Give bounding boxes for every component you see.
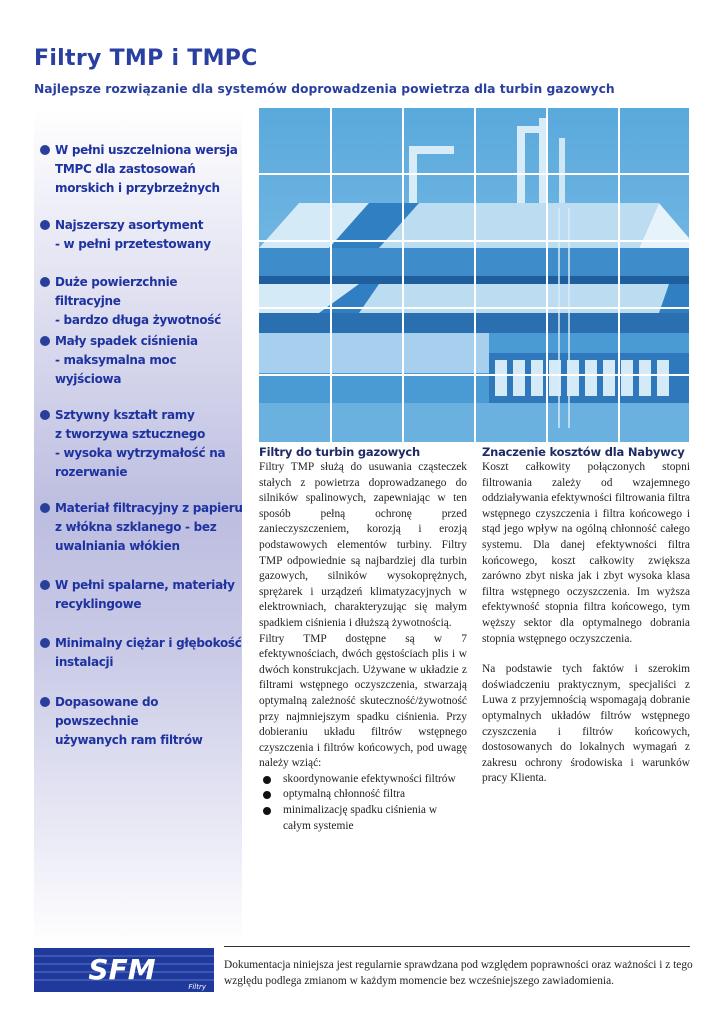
section-paragraph: Koszt całkowity połączonych stopni filtrowania zależy od wzajemnego oddziaływania efektywności filtrowania filtra wstępnego czyszczenia i filtra końcowego i stąd jego wpływ na ogólną chłonność całego systemu. Dla danej efektywności filtra końcowego, koszt całkowity zwiększa zarówno zbyt niska jak i zbyt wysoka klasa filtra wstępnego oczyszczenia. Im wyższa efektywność stopnia filtra końcowego, tym węższy sektor dla optymalnego dobrania stopnia wstępnego oczyszczenia. — [482, 461, 690, 645]
feature-text: Mały spadek ciśnienia - maksymalna moc wyjściowa — [55, 334, 198, 386]
bullet-icon — [40, 503, 50, 513]
bullet-icon — [40, 638, 50, 648]
feature-text: Dopasowane do powszechnie używanych ram filtrów — [55, 695, 203, 747]
feature-text: Minimalny ciężar i głębokość instalacji — [55, 636, 242, 669]
section-paragraph: Filtry TMP służą do usuwania cząsteczek stałych z powietrza doprowadzanego do silników spalinowych, zapewniając w ten sposób pełną ochronę przed zanieczyszczeniem, korozją i erozją podstawowych elementów turbiny. Filtry TMP odpowiednie są najbardziej dla turbin gazowych, silników wysokoprężnych, sprężarek i urządzeń klimatyzacyjnych w elektrowniach, charakteryzując się małym spadkiem ciśnienia i dłuższą żywotnością. — [259, 461, 467, 629]
column-costs — [482, 445, 690, 787]
logo-text: SFM — [88, 953, 156, 986]
bullet-icon — [40, 580, 50, 590]
bullet-icon — [40, 220, 50, 230]
page-title: Filtry TMP i TMPC — [34, 46, 258, 71]
list-item: skoordynowanie efektywności filtrów — [259, 772, 467, 788]
logo-subtext: Filtry — [188, 983, 206, 991]
section-paragraph: Filtry TMP dostępne są w 7 efektywnościach, dwóch gęstościach plis i w dwóch konstrukcjach. Używane w układzie z filtrami wstępnego oczyszczenia, stwarzają optymalną zależność skuteczność/żywotność przy najmniejszym spadku ciśnienia. Przy dobieraniu układu filtrów wstępnego czyszczenia i filtrów końcowych, pod uwagę należy wziąć: — [259, 632, 467, 770]
feature-item — [34, 332, 244, 389]
bullet-icon — [263, 776, 271, 784]
bullet-icon — [263, 807, 271, 815]
feature-item — [34, 499, 244, 556]
footer-disclaimer: Dokumentacja niniejsza jest regularnie sprawdzana pod względem poprawności oraz ważności i z tego względu podlega zmianom w każdym momencie bez wcześniejszego zawiadomienia. — [224, 959, 693, 987]
feature-item — [34, 273, 244, 330]
feature-item — [34, 634, 244, 672]
bullet-icon — [40, 336, 50, 346]
feature-text: Najszerszy asortyment - w pełni przetestowany — [55, 218, 211, 251]
section-paragraph: Na podstawie tych faktów i szerokim doświadczeniu praktycznym, specjaliści z Luwa z przyjemnością wspomagają dobranie optymalnych układów filtrów wstępnego czyszczenia i filtrów końcowych, dostosowanych do lokalnych wymagań z zakresu ochrony środowiska i warunków pracy Klienta. — [482, 663, 690, 785]
footer-divider — [224, 946, 690, 947]
feature-item — [34, 693, 244, 750]
feature-text: Sztywny kształt ramy z tworzywa sztucznego - wysoka wytrzymałość na rozerwanie — [55, 408, 226, 479]
bullet-icon — [40, 697, 50, 707]
section-heading: Znaczenie kosztów dla Nabywcy — [482, 445, 685, 459]
section-heading: Filtry do turbin gazowych — [259, 445, 420, 459]
feature-text: W pełni spalarne, materiały recyklingowe — [55, 578, 235, 611]
bullet-icon — [40, 277, 50, 287]
sfm-logo — [34, 948, 214, 992]
feature-item — [34, 576, 244, 614]
feature-text: Duże powierzchnie filtracyjne - bardzo długa żywotność — [55, 275, 221, 327]
feature-item — [34, 406, 244, 482]
feature-item — [34, 216, 244, 254]
feature-text: W pełni uszczelniona wersja TMPC dla zastosowań morskich i przybrzeżnych — [55, 143, 238, 195]
turbin-plant-photo — [259, 108, 689, 442]
bullet-icon — [263, 791, 271, 799]
column-turbine-filters — [259, 445, 467, 834]
bullet-icon — [40, 410, 50, 420]
feature-item — [34, 141, 244, 198]
list-item: minimalizację spadku ciśnienia w całym systemie — [259, 803, 467, 834]
feature-text: Materiał filtracyjny z papieru z włókna szklanego - bez uwalniania włókien — [55, 501, 243, 553]
list-item: optymalną chłonność filtra — [259, 787, 467, 803]
bullet-icon — [40, 145, 50, 155]
page-subtitle: Najlepsze rozwiązanie dla systemów doprowadzenia powietrza dla turbin gazowych — [34, 82, 615, 96]
considerations-list — [259, 772, 467, 834]
